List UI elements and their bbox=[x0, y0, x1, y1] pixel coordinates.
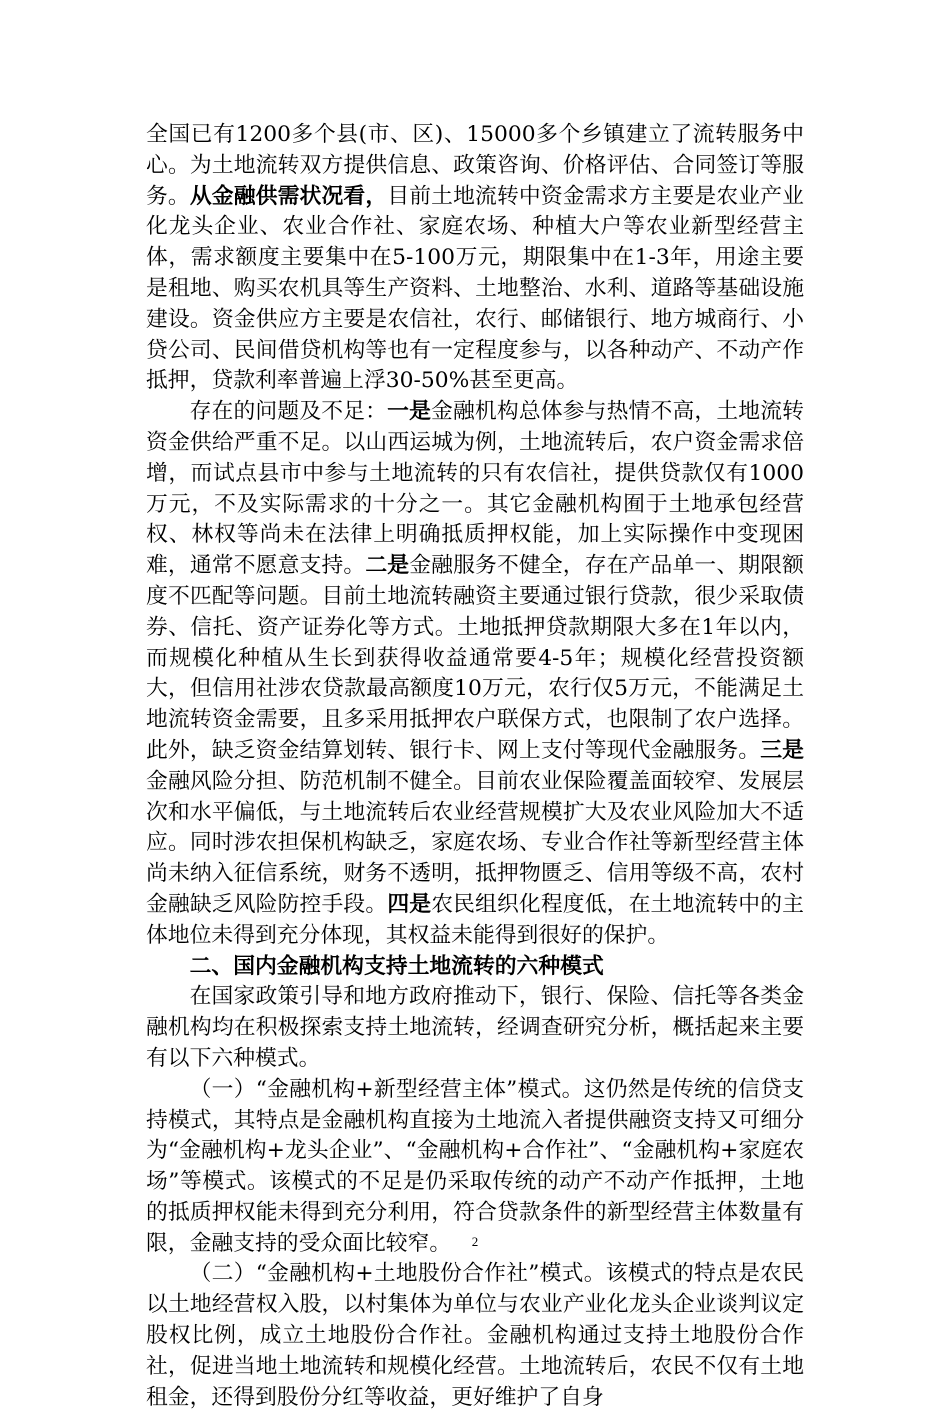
text-run: 目前土地流转中资金需求方主要是农业产业化龙头企业、农业合作社、家庭农场、种植大户等农业新型经营主体，需求额度主要集中在5-100万元，期限集中在1-3年，用途主要是租地、购买农机具等生产资料、土地整治、水利、道路等基础设施建设。资金供应方主要是农信社，农行、邮储银行、地方城商行、小贷公司、民间借贷机构等也有一定程度参与，以各种动产、不动产作抵押，贷款利率普遍上浮30-50%甚至更高。 bbox=[146, 183, 804, 394]
paragraph-supply-demand bbox=[146, 120, 804, 397]
text-run: （二）“金融机构+土地股份合作社”模式。该模式的特点是农民以土地经营权入股，以村集体为单位与农业产业化龙头企业谈判议定股权比例，成立土地股份合作社。金融机构通过支持土地股份合作社，促进当地土地流转和规模化经营。土地流转后，农民不仅有土地租金，还得到股份分红等收益，更好维护了自身 bbox=[146, 1261, 804, 1410]
text-run: 金融机构总体参与热情不高，土地流转资金供给严重不足。以山西运城为例，土地流转后，农户资金需求倍增，而试点县市中参与土地流转的只有农信社，提供贷款仅有1000万元，不及实际需求的十分之一。其它金融机构囿于土地承包经营权、林权等尚未在法律上明确抵质押权能，加上实际操作中变现困难，通常不愿意支持。 bbox=[146, 399, 804, 579]
text-run-bold: 从金融供需状况看， bbox=[189, 183, 388, 209]
paragraph-problems bbox=[146, 397, 804, 951]
text-run: 金融服务不健全，存在产品单一、期限额度不匹配等问题。目前土地流转融资主要通过银行贷款，很少采取债券、信托、资产证券化等方式。土地抵押贷款期限大多在1年以内，而规模化种植从生长到获得收益通常要4-5年；规模化经营投资额大，但信用社涉农贷款最高额度10万元，农行仅5万元，不能满足土地流转资金需要，且多采用抵押农户联保方式，也限制了农户选择。此外，缺乏资金结算划转、银行卡、网上支付等现代金融服务。 bbox=[146, 553, 804, 763]
text-run-bold: 二是 bbox=[365, 553, 410, 579]
text-run: 在国家政策引导和地方政府推动下，银行、保险、信托等各类金融机构均在积极探索支持土地流转，经调查研究分析，概括起来主要有以下六种模式。 bbox=[146, 984, 804, 1071]
paragraph-mode-2 bbox=[146, 1259, 804, 1413]
text-run-bold: 四是 bbox=[387, 891, 432, 917]
text-run: 农民组织化程度低，在土地流转中的主体地位未得到充分体现，其权益未能得到很好的保护。 bbox=[146, 891, 804, 948]
section-heading: 二、国内金融机构支持土地流转的六种模式 bbox=[189, 953, 604, 979]
page-number: 2 bbox=[471, 1234, 479, 1249]
paragraph-mode-1 bbox=[146, 1075, 804, 1260]
text-run: （一）“金融机构+新型经营主体”模式。这仍然是传统的信贷支持模式，其特点是金融机构直接为土地流入者提供融资支持又可细分为“金融机构+龙头企业”、“金融机构+合作社”、“金融机构+家庭农场”等模式。该模式的不足是仍采取传统的动产不动产作抵押，土地的抵质押权能未得到充分利用，符合贷款条件的新型经营主体数量有限，金融支持的受众面比较窄。 bbox=[146, 1076, 804, 1256]
text-run-bold: 三是 bbox=[760, 737, 804, 763]
text-run: 金融风险分担、防范机制不健全。目前农业保险覆盖面较窄、发展层次和水平偏低，与土地流转后农业经营规模扩大及农业风险加大不适应。同时涉农担保机构缺乏，家庭农场、专业合作社等新型经营主体尚未纳入征信系统，财务不透明，抵押物匮乏、信用等级不高，农村金融缺乏风险防控手段。 bbox=[146, 768, 804, 917]
paragraph-intro-modes bbox=[146, 982, 804, 1074]
text-run: 全国已有1200多个县(市、区)、15000多个乡镇建立了流转服务中心。为土地流转双方提供信息、政策咨询、价格评估、合同签订等服务。 bbox=[146, 122, 804, 209]
text-run: 存在的问题及不足： bbox=[189, 399, 388, 425]
document-body bbox=[146, 120, 804, 1413]
text-run-bold: 一是 bbox=[387, 399, 432, 425]
